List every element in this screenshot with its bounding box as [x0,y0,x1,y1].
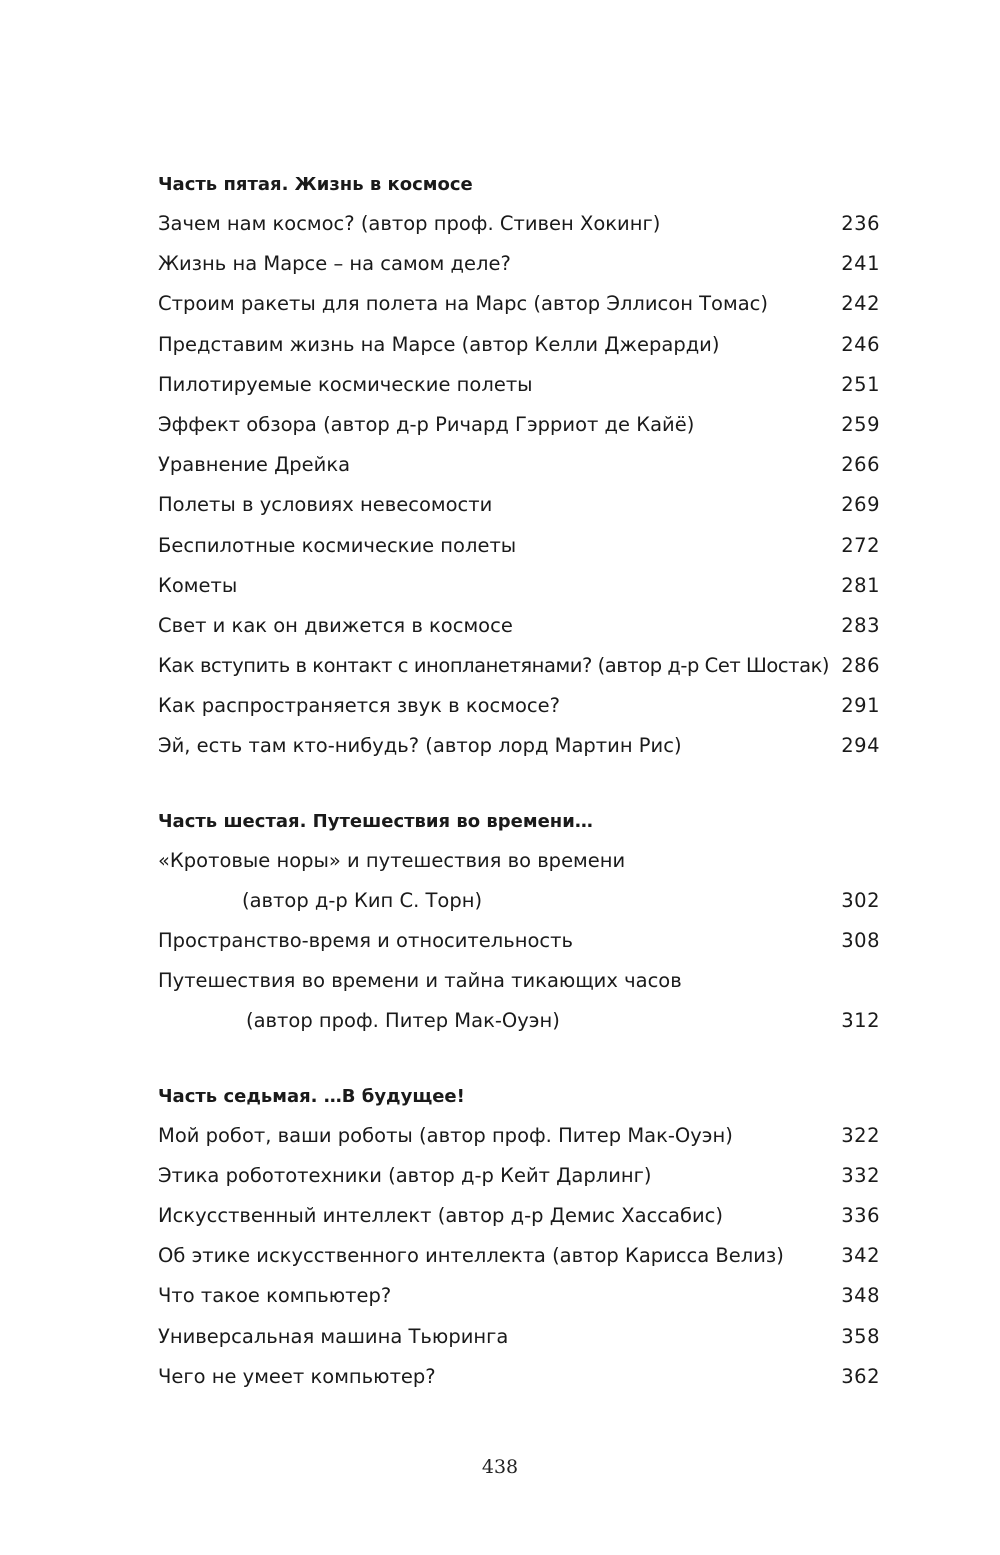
entry-page-number: 259 [841,412,880,436]
entry-page-number: 362 [841,1364,880,1388]
entry-title: Мой робот, ваши роботы (автор проф. Питер Мак-Оуэн) [158,1123,733,1147]
toc-entry [158,1156,880,1196]
entry-page-number: 302 [841,888,880,912]
entry-title: Строим ракеты для полета на Марс (автор Эллисон Томас) [158,292,768,316]
entry-title: Пилотируемые космические полеты [158,372,533,396]
toc-entry [158,841,880,921]
toc-entry [158,1317,880,1357]
toc-entry [158,1236,880,1276]
entry-title: Как вступить в контакт с инопланетянами? (автор д-р Сет Шостак) [158,654,830,678]
toc-section-part-five [158,170,880,767]
entry-page-number: 242 [841,292,880,316]
entry-title: Об этике искусственного интеллекта (автор Карисса Велиз) [158,1244,784,1268]
entry-page-number: 348 [841,1284,880,1308]
section-title: Часть шестая. Путешествия во времени… [158,810,593,832]
toc-entry [158,485,880,525]
entry-title: Зачем нам космос? (автор проф. Стивен Хокинг) [158,212,661,235]
toc-entry [158,526,880,566]
entry-page-number: 283 [841,613,880,637]
entry-title: Уравнение Дрейка [158,453,351,477]
entry-page-number: 241 [841,252,880,276]
entry-title: Что такое компьютер? [158,1284,392,1308]
toc-entry [158,566,880,606]
toc-entry [158,445,880,485]
entry-page-number: 251 [841,372,880,396]
toc-entry [158,405,880,445]
toc-entry [158,606,880,646]
toc-entry [158,1196,880,1236]
table-of-contents [158,170,880,1397]
entry-title: «Кротовые норы» и путешествия во времени [158,848,626,872]
toc-entry [158,1276,880,1316]
entry-title: Свет и как он движется в космосе [158,613,513,637]
toc-entry [158,646,880,686]
entry-title: Эй, есть там кто-нибудь? (автор лорд Мартин Рис) [158,734,682,758]
entry-title: Кометы [158,573,238,597]
toc-entry [158,921,880,961]
entry-title: Чего не умеет компьютер? [158,1364,436,1388]
page-folio-number: 438 [481,1456,519,1478]
entry-page-number: 266 [841,453,880,477]
entry-page-number: 272 [841,533,880,557]
toc-entry [158,686,880,726]
entry-page-number: 286 [841,654,880,678]
entry-title: Искусственный интеллект (автор д-р Демис Хассабис) [158,1203,723,1227]
entry-title: Как распространяется звук в космосе? [158,694,560,718]
entry-title: Жизнь на Марсе – на самом деле? [158,252,511,276]
section-title: Часть пятая. Жизнь в космосе [158,174,473,195]
section-title: Часть седьмая. …В будущее! [158,1085,465,1107]
entry-line-second [158,1001,880,1041]
entry-page-number: 236 [841,212,880,235]
entry-title: Полеты в условиях невесомости [158,493,493,517]
toc-entry [158,961,880,1041]
entry-title: Путешествия во времени и тайна тикающих часов [158,969,682,993]
toc-entry [158,244,880,284]
toc-entry [158,1116,880,1156]
toc-entry [158,726,880,766]
entry-title: Представим жизнь на Марсе (автор Келли Джерарди) [158,332,720,356]
entry-title: Этика робототехники (автор д-р Кейт Дарлинг) [158,1163,652,1187]
entry-page-number: 358 [841,1324,880,1348]
entry-page-number: 291 [841,694,880,718]
entry-title: Эффект обзора (автор д-р Ричард Гэрриот де Кайё) [158,412,695,436]
entry-line-second [158,881,880,921]
entry-line-first [158,961,880,1001]
entry-title-continued: (автор проф. Питер Мак-Оуэн) [246,1009,560,1033]
toc-entry [158,325,880,365]
entry-title: Беспилотные космические полеты [158,533,517,557]
entry-page-number: 332 [841,1163,880,1187]
entry-title-continued: (автор д-р Кип С. Торн) [242,888,483,912]
toc-entry [158,365,880,405]
entry-page-number: 246 [841,332,880,356]
toc-section-part-six [158,807,880,1042]
entry-title: Пространство-время и относительность [158,929,573,952]
toc-entry [158,1357,880,1397]
entry-page-number: 269 [841,493,880,517]
toc-section-part-seven [158,1082,880,1397]
entry-page-number: 281 [841,573,880,597]
toc-entry [158,204,880,244]
entry-page-number: 342 [841,1244,880,1268]
entry-line-first [158,841,880,881]
toc-entry [158,284,880,324]
entry-title: Универсальная машина Тьюринга [158,1324,509,1348]
entry-page-number: 322 [841,1123,880,1147]
entry-page-number: 294 [841,734,880,758]
entry-page-number: 336 [841,1203,880,1227]
entry-page-number: 312 [841,1009,880,1033]
entry-page-number: 308 [841,929,880,952]
